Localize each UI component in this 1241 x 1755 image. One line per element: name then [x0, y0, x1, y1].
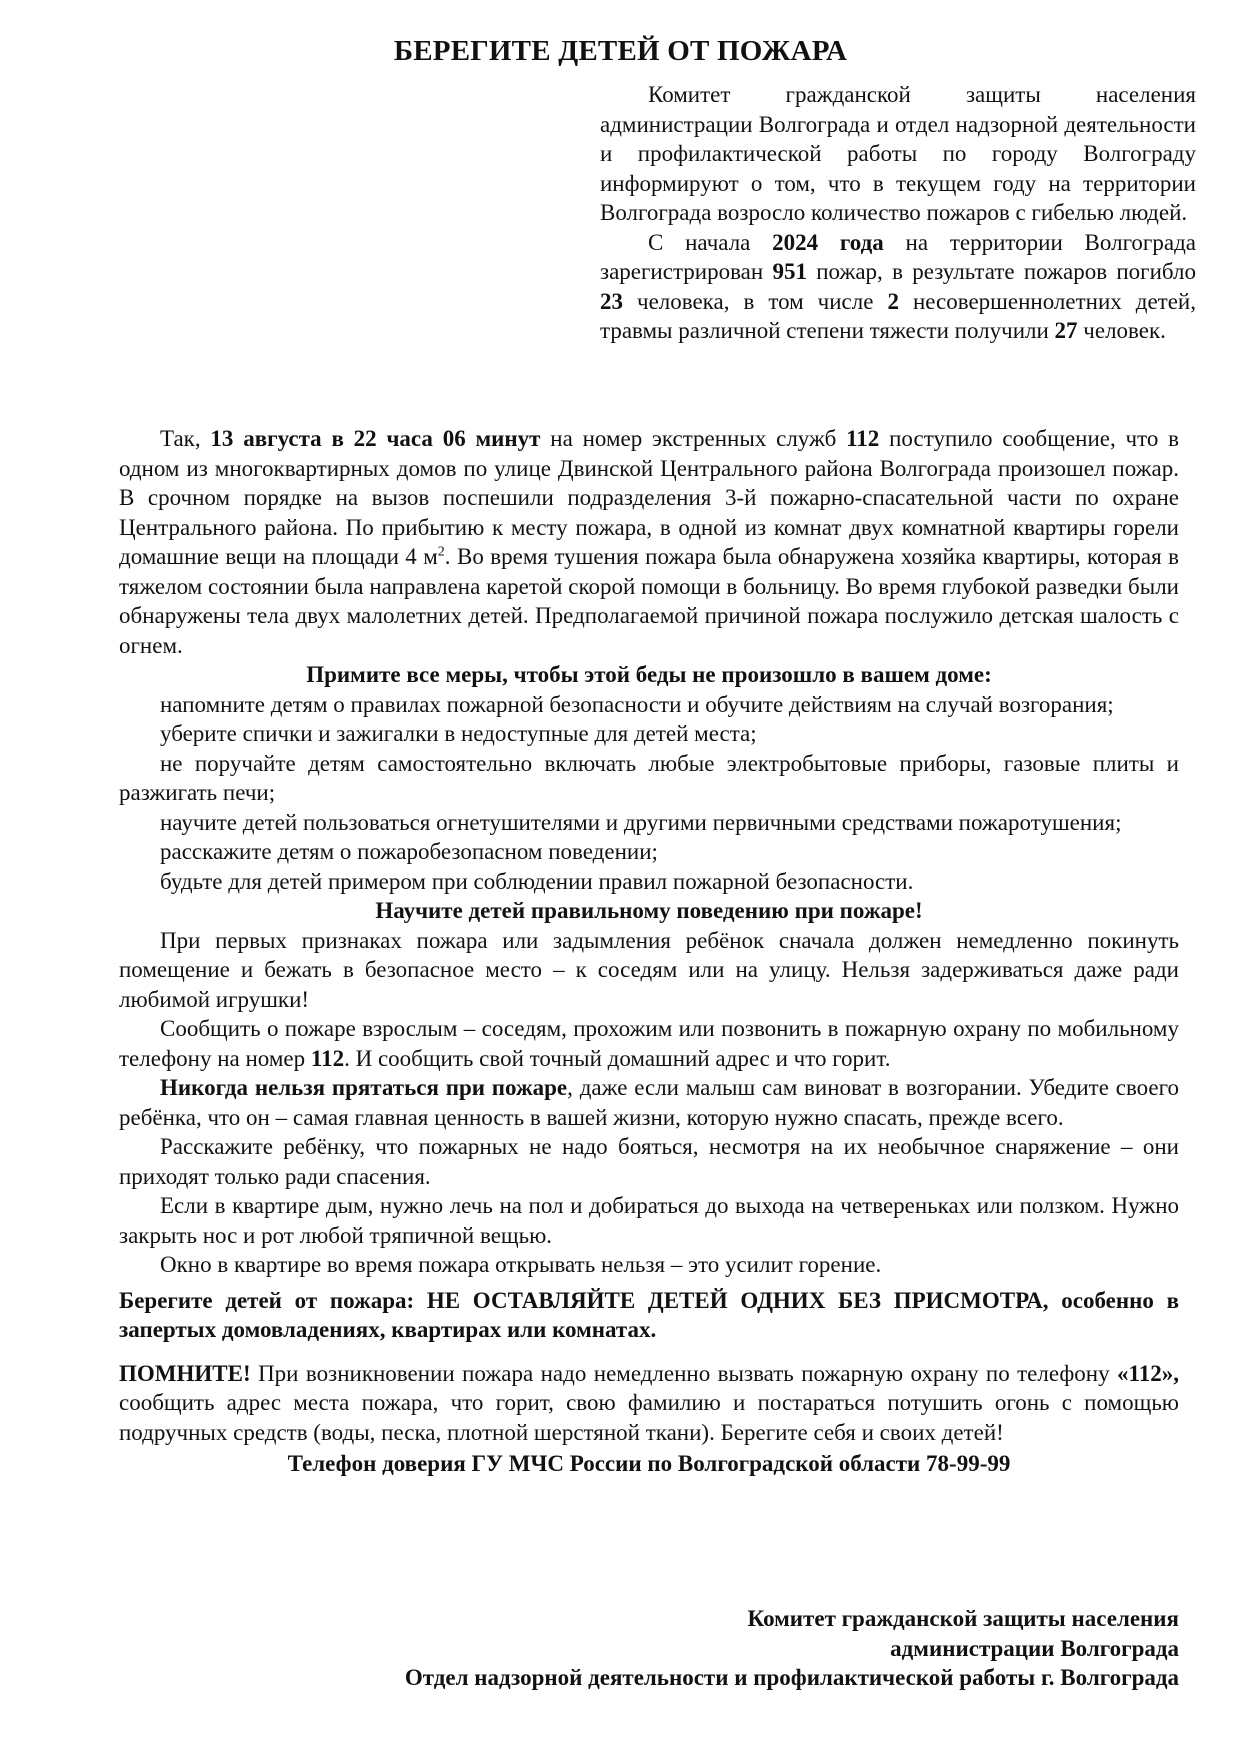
- incident-paragraph: [119, 424, 1179, 660]
- bold-phone: «112»,: [1117, 1360, 1179, 1386]
- text-run: Сообщить о пожаре взрослым – соседям, прохожим или позвонить в пожарную охрану по мобильному телефону на номер: [119, 1016, 1179, 1071]
- teach-paragraph-6: Окно в квартире во время пожара открывать нельзя – это усилит горение.: [160, 1252, 882, 1277]
- measure-item: расскажите детям о пожаробезопасном поведении;: [160, 839, 658, 864]
- text-run: При возникновении пожара надо немедленно вызвать пожарную охрану по телефону: [250, 1360, 1118, 1386]
- bold-remember: ПОМНИТЕ!: [119, 1360, 251, 1386]
- bold-injury-count: 27: [1054, 318, 1078, 343]
- text-run: , даже если малыш сам виноват в возгорании. Убедите своего ребёнка, что он – самая главная ценность в вашей жизни, которую нужно спасать, прежде всего.: [119, 1075, 1179, 1130]
- signature-line-2: администрации Волгограда: [890, 1635, 1179, 1661]
- measure-item: не поручайте детям самостоятельно включать любые электробытовые приборы, газовые плиты и разжигать печи;: [119, 750, 1179, 805]
- text-run: несовершеннолетних детей, травмы различной степени тяжести получили: [600, 288, 1196, 343]
- document-title: БЕРЕГИТЕ ДЕТЕЙ ОТ ПОЖАРА: [393, 35, 848, 67]
- measure-item: будьте для детей примером при соблюдении правил пожарной безопасности.: [160, 868, 914, 894]
- warning-paragraph: Берегите детей от пожара: НЕ ОСТАВЛЯЙТЕ ДЕТЕЙ ОДНИХ БЕЗ ПРИСМОТРА, особенно в запертых домовладениях, квартирах или комнатах.: [119, 1287, 1179, 1342]
- teach-paragraph-5: Если в квартире дым, нужно лечь на пол и добираться до выхода на четвереньках или ползком. Нужно закрыть нос и рот любой тряпичной вещью.: [119, 1193, 1179, 1248]
- bold-child-count: 2: [887, 288, 899, 314]
- teach-paragraph-1: При первых признаках пожара или задымления ребёнок сначала должен немедленно покинуть помещение и бежать в безопасное место – к соседям или на улицу. Нельзя задерживаться даже ради любимой игрушки!: [119, 927, 1179, 1012]
- text-run: . Во время тушения пожара была обнаружена хозяйка квартиры, которая в тяжелом состоянии была направлена каретой скорой помощи в больницу. Во время глубокой разведки были обнаружены тела двух малолетних детей. Предполагаемой причиной пожара послужило детская шалость с огнем.: [119, 544, 1179, 658]
- teach-heading: Научите детей правильному поведению при пожаре!: [375, 898, 923, 923]
- text-run: на номер экстренных служб: [540, 426, 847, 451]
- bold-incident-date: 13 августа в 22 часа 06 минут: [210, 426, 541, 451]
- text-run: пожар, в результате пожаров погибло: [806, 259, 1196, 284]
- bold-emergency-number: 112: [310, 1045, 345, 1071]
- signature-block: [179, 1604, 1179, 1693]
- text-run: Так,: [160, 426, 211, 451]
- measure-item: уберите спички и зажигалки в недоступные для детей места;: [160, 721, 757, 746]
- text-run: . И сообщить свой точный домашний адрес и что горит.: [344, 1045, 891, 1071]
- measure-item: напомните детям о правилах пожарной безопасности и обучите действиям на случай возгорания;: [160, 691, 1114, 717]
- bold-year: 2024 года: [772, 229, 884, 255]
- text-run: на территории Волгограда зарегистрирован: [600, 229, 1196, 284]
- remember-paragraph: [119, 1359, 1179, 1448]
- intro-paragraph-1: Комитет гражданской защиты населения администрации Волгограда и отдел надзорной деятельности и профилактической работы по городу Волгограду информируют о том, что в текущем году на территории Волгограда возросло количество пожаров с гибелью людей.: [600, 82, 1196, 225]
- signature-line-3: Отдел надзорной деятельности и профилактической работы г. Волгограда: [404, 1665, 1179, 1690]
- teach-paragraph-2: [119, 1014, 1179, 1073]
- teach-paragraph-4: Расскажите ребёнку, что пожарных не надо бояться, несмотря на их необычное снаряжение – они приходят только ради спасения.: [119, 1134, 1179, 1189]
- text-run: С начала: [648, 229, 773, 255]
- bold-death-count: 23: [600, 288, 623, 314]
- text-run: поступило сообщение, что в одном из многоквартирных домов по улице Двинской Центрального района Волгограда произошел пожар. В срочном порядке на вызов поспешили подразделения 3-й пожарно-спасательной части по охране Центрального района. По прибытию к месту пожара, в одной из комнат двух комнатной квартиры горели домашние вещи на площади 4 м: [119, 426, 1180, 569]
- intro-paragraph-2: [600, 228, 1196, 346]
- main-body: [119, 424, 1179, 1479]
- text-run: человека, в том числе: [623, 288, 888, 314]
- teach-paragraph-3: [119, 1073, 1179, 1132]
- hotline: Телефон доверия ГУ МЧС России по Волгоградской области 78-99-99: [287, 1451, 1011, 1476]
- superscript: 2: [437, 544, 445, 560]
- measure-item: научите детей пользоваться огнетушителями и другими первичными средствами пожаротушения;: [160, 809, 1122, 835]
- text-run: человек.: [1077, 318, 1166, 343]
- bold-fire-count: 951: [772, 259, 807, 284]
- text-run: сообщить адрес места пожара, что горит, свою фамилию и постараться потушить огонь с помощью подручных средств (воды, песка, плотной шерстяной ткани). Берегите себя и своих детей!: [119, 1390, 1179, 1445]
- signature-line-1: Комитет гражданской защиты населения: [747, 1606, 1179, 1631]
- bold-emergency-number: 112: [846, 426, 880, 451]
- bold-never-hide: Никогда нельзя прятаться при пожаре: [160, 1075, 568, 1100]
- intro-block: [600, 80, 1196, 346]
- measures-heading: Примите все меры, чтобы этой беды не произошло в вашем доме:: [306, 662, 992, 687]
